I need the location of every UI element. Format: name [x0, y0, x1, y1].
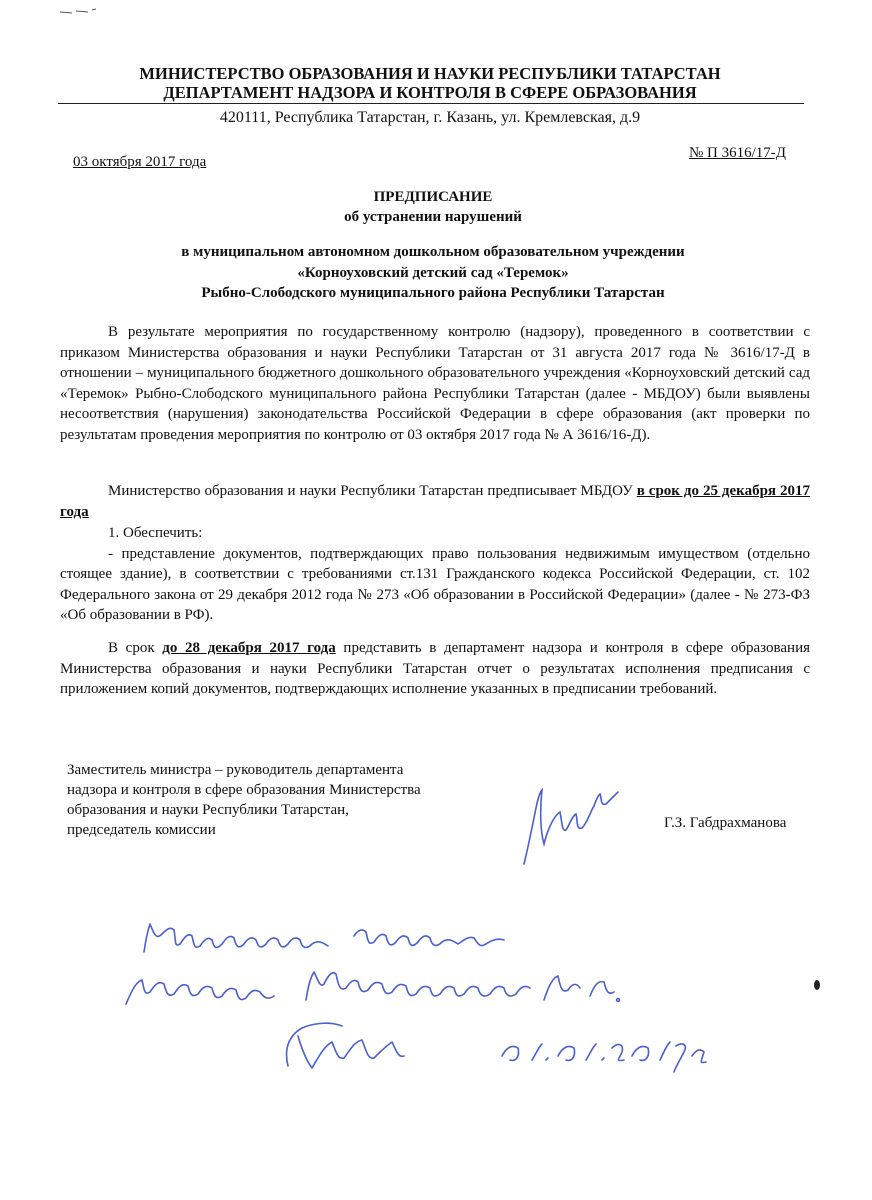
position-line-1: Заместитель министра – руководитель департамента — [67, 762, 404, 778]
deadline-1: в срок до 25 декабря 2017 года — [60, 483, 811, 520]
signatory-name: Г.З. Габдрахманова — [664, 815, 787, 831]
paragraph-2-text: Министерство образования и науки Республики Татарстан предписывает МБДОУ — [108, 483, 637, 499]
position-line-4: председатель комиссии — [67, 822, 216, 838]
ink-spot — [814, 980, 820, 990]
title-sub: об устранении нарушений — [344, 209, 522, 225]
paragraph-1-text: В результате мероприятия по государственному контролю (надзору), проведенного в соответствии с приказом Министерства образования и науки Республики Татарстан от 31 августа 2017 года № 3616/17-Д в отношении – муниципального бюджетного дошкольного образовательного учреждения «Корноуховский детский сад «Теремок» Рыбно-Слободского муниципального района Республики Татарстан (далее - МБДОУ) были выявлены несоответствия (нарушения) законодательства Российской Федерации в сфере образования (акт проверки по результатам проведения мероприятия по контролю от 03 октября 2017 года № А 3616/16-Д). — [60, 324, 810, 443]
title-main: ПРЕДПИСАНИЕ — [373, 189, 493, 205]
document-title — [60, 187, 806, 227]
position-line-3: образования и науки Республики Татарстан, — [67, 802, 349, 818]
requirement-item: 1. Обеспечить: — [108, 525, 203, 541]
document-number: № П 3616/17-Д — [688, 145, 786, 161]
ministry-header — [60, 64, 800, 102]
paragraph-requirement — [60, 523, 810, 626]
ministry-line-2: ДЕПАРТАМЕНТ НАДЗОРА И КОНТРОЛЯ В СФЕРЕ ОБРАЗОВАНИЯ — [163, 83, 697, 102]
ministry-line-1: МИНИСТЕРСТВО ОБРАЗОВАНИЯ И НАУКИ РЕСПУБЛИКИ ТАТАРСТАН — [139, 64, 721, 83]
institution-line-3: Рыбно-Слободского муниципального района Республики Татарстан — [201, 285, 665, 301]
requirement-text: - представление документов, подтверждающих право пользования недвижимым имуществом (отдельно стоящее здание), в соответствии с требованиями ст.131 Гражданского кодекса Российской Федерации, ст. 102 Федерального закона от 29 декабря 2012 года № 273 «Об образовании в Российской Федерации» (далее - № 273-ФЗ «Об образовании в РФ). — [60, 545, 810, 623]
official-signature — [510, 778, 630, 870]
paragraph-4-lead: В срок — [108, 640, 163, 656]
institution-line-1: в муниципальном автономном дошкольном образовательном учреждении — [181, 244, 685, 260]
paragraph-inspection-result — [60, 322, 810, 445]
institution-block — [60, 242, 806, 304]
ministry-address: 420111, Республика Татарстан, г. Казань, ул. Кремлевская, д.9 — [219, 109, 641, 126]
deadline-2: до 28 декабря 2017 года — [162, 640, 336, 656]
paragraph-report — [60, 638, 810, 700]
header-divider — [58, 103, 804, 104]
position-line-2: надзора и контроля в сфере образования Министерства — [67, 782, 421, 798]
scan-mark — [58, 4, 108, 16]
institution-line-2: «Корноуховский детский сад «Теремок» — [297, 264, 569, 281]
handwritten-receipt-note — [92, 918, 732, 1098]
paragraph-4-text: представить в департамент надзора и контроля в сфере образования Министерства образования и науки Республики Татарстан отчет о результатах исполнения предписания с приложением копий документов, подтверждающих исполнение указанных в предписании требований. — [60, 640, 811, 697]
paragraph-order — [60, 481, 810, 522]
document-date: 03 октября 2017 года — [73, 154, 207, 170]
signatory-position — [67, 760, 487, 840]
